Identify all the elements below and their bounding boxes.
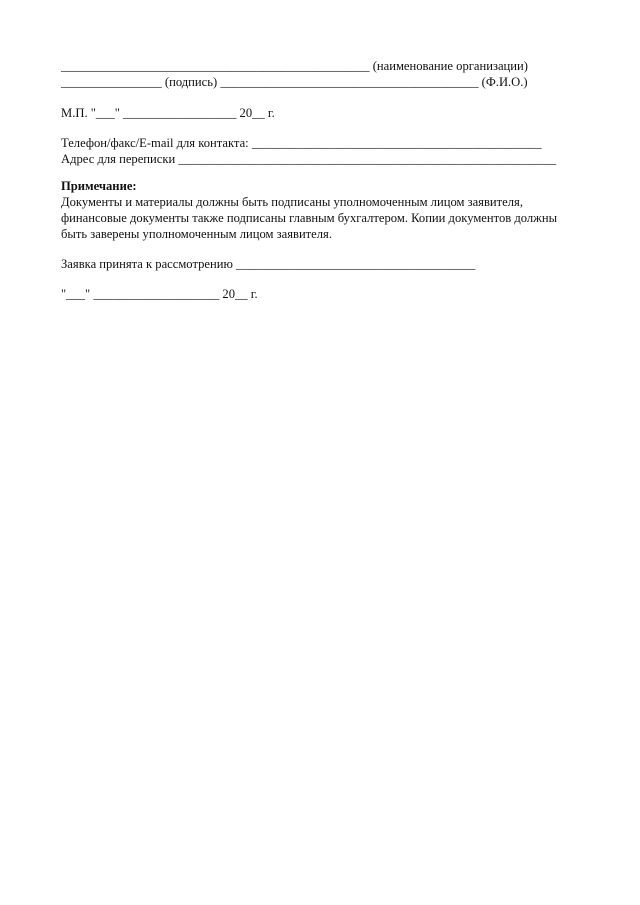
contact-phone-line: Телефон/факс/E-mail для контакта: ______________________________________________ bbox=[61, 136, 542, 150]
acceptance-date-line: "___" ____________________ 20__ г. bbox=[61, 287, 258, 301]
mailing-address-line: Адрес для переписки ____________________________________________________________ bbox=[61, 152, 557, 166]
seal-date-line: М.П. "___" __________________ 20__ г. bbox=[61, 106, 275, 120]
organization-name-line: _________________________________________________ (наименование организации) bbox=[61, 59, 528, 73]
note-title: Примечание: bbox=[61, 179, 137, 193]
application-accepted-line: Заявка принята к рассмотрению ______________________________________ bbox=[61, 257, 476, 271]
note-text: Документы и материалы должны быть подписаны уполномоченным лицом заявителя, финансовые документы также подписаны главным бухгалтером. Копии документов должны быть заверены уполномоченным лицом заявителя. bbox=[61, 195, 558, 241]
signature-name-line: ________________ (подпись) _________________________________________ (Ф.И.О.) bbox=[61, 75, 528, 89]
document-page bbox=[61, 58, 591, 302]
